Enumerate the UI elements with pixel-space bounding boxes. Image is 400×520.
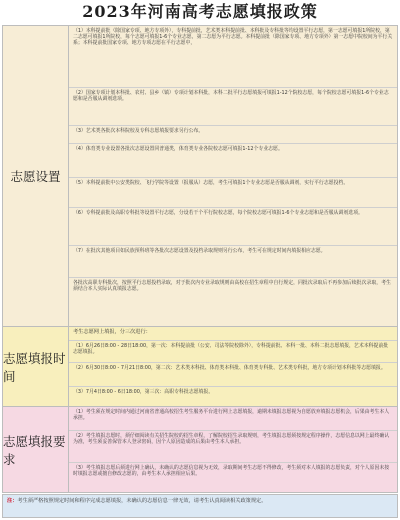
time-item-1: （1）6月26日8:00 - 28日18:00，第一次：本科提前批（公安、司法等院校除外），专科提前批、本科一批、本科二批志愿填报，艺术本科提前批志愿填报。 <box>69 341 397 363</box>
note-text: 考生须严格按照规定时间和程序完成志愿填报，未确认的志愿信息一律无效，请考生认真阅读相关政策规定。 <box>17 498 267 504</box>
section-label-requirements: 志愿填报要求 <box>3 406 69 492</box>
requirements-item-1: （1）考生须在规定时间内通过河南省普通高校招生考生服务平台进行网上志愿填报，逾期未填报志愿视为自愿放弃填报志愿机会，后果由考生本人承担。 <box>69 407 397 431</box>
note-prefix: 注： <box>7 498 18 504</box>
setup-item-8: 各批次高职专科批次，按照平行志愿投档录取，对于批次内专业录取规则由高校在招生章程中自行规定，同批次录取后不再参加后续批次录取，考生须结合本人实际认真填报志愿。 <box>73 280 391 293</box>
setup-item-3: （3）艺术类各批次本科院校及专科志愿填报要求另行公布。 <box>69 126 397 144</box>
time-item-2: （2）6月30日8:00 - 7月21日8:00，第二次：艺术类本科批、体育类本科批、体育类专科批、艺术类专科批，地方专项计划本科批等志愿填报。 <box>69 363 397 387</box>
setup-item-2: （2）国家专项计划本科批、农村、县乡（镇）专项计划本科批，本科二批平行志愿填报可填报1-12个院校志愿，每个院校志愿可填报1-6个专业志愿和是否服从调剂选项。 <box>69 88 397 126</box>
section-label-setup: 志愿设置 <box>3 26 69 326</box>
setup-item-4: （4）体育类专业设置各批次志愿设置同普通类，体育类专业各院校志愿可填报1-12个专业志愿。 <box>69 144 397 178</box>
setup-item-5: （5）本科提前批中公安类院校、飞行学院等设置（报服从）志愿，考生可填报1个专业志愿是否服从调剂，实行平行志愿投档。 <box>69 178 397 208</box>
requirements-item-2: （2）考生填报志愿时，须仔细阅读有关招生院校的招生章程，了解院校招生录取规则，考生填报志愿须按规定程序操作，志愿信息以网上最终确认为准，考生须妥善保管本人登录密码，因个人原因造成的后果由考生本人承担。 <box>69 431 397 463</box>
setup-item-6: （6）专科提前批及高职专科批等设置平行志愿，分设若干个平行院校志愿，每个院校志愿可填报1-6个专业志愿和是否服从调剂选项。 <box>69 208 397 246</box>
time-item-3: （3）7月4日8:00 - 6日18:00，第三次：高职专科批志愿填报。 <box>73 389 214 395</box>
section-requirements <box>69 406 397 492</box>
page-title: 2023年河南高考志愿填报政策 <box>82 2 318 21</box>
requirements-item-3: （3）考生填报志愿后须进行网上确认，未确认的志愿信息视为无效，录取期间考生志愿不得修改，考生须对本人填报的志愿负责，对个人原因未按时填报志愿或擅自修改志愿的，由考生本人承担相应后果。 <box>73 465 390 478</box>
section-setup <box>69 26 397 326</box>
section-time <box>69 326 397 406</box>
footer-note <box>2 494 398 518</box>
policy-table <box>2 25 398 493</box>
time-header: 考生志愿网上填报，分三次进行： <box>69 327 397 341</box>
setup-item-7: （7）在批次其他项目如民族预科班等各批次志愿设置及投档录取规则另行公布，考生可在规定时间内填报相应志愿。 <box>69 246 397 278</box>
section-label-time: 志愿填报时间 <box>3 326 69 406</box>
setup-item-1: （1）本科提前批（除国家专项、地方专项外），专科提前批，艺术类本科提前批、本科批及专科批等均设置平行志愿，第一志愿可填报1所院校，第二志愿可填报1所院校，每个志愿可填报1-6个专业志愿，第二志愿为平行志愿。本科提前批（除国家专项、地方专项外）第一志愿中院校间为平行关系；本科提前批国家专项、地方专项志愿在平行志愿中， <box>69 26 397 88</box>
